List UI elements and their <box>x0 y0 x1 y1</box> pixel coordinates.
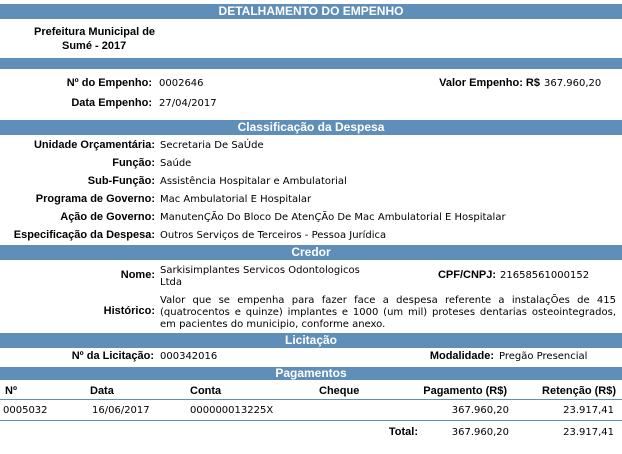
unidade-orcamentaria-value: Secretaria De SaÚde <box>160 140 264 151</box>
credor-nome-label: Nome: <box>120 269 155 281</box>
credor-header <box>0 245 622 260</box>
total-retencao: 23.917,41 <box>563 427 614 438</box>
empenho-valor: 367.960,20 <box>544 78 602 89</box>
subfuncao-label: Sub-Função: <box>87 175 155 187</box>
row-retencao: 23.917,41 <box>563 405 614 416</box>
pagamentos-header <box>0 367 622 380</box>
org-name-line1: Prefeitura Municipal de <box>34 26 156 38</box>
subfuncao-value: Assistência Hospitalar e Ambulatorial <box>160 176 347 187</box>
empenho-numero-label: Nº do Empenho: <box>66 77 152 89</box>
licitacao-numero-label: Nº da Licitação: <box>71 350 154 362</box>
spacer-bar <box>0 58 622 69</box>
credor-cpf-label: CPF/CNPJ: <box>437 269 496 281</box>
pagamentos-title: Pagamentos <box>275 366 347 380</box>
credor-historico-label: Histórico: <box>103 305 155 317</box>
org-name-line2: Sumé - 2017 <box>62 40 127 52</box>
unidade-orcamentaria-label: Unidade Orçamentária: <box>33 139 155 151</box>
row-numero: 0005032 <box>3 405 48 416</box>
licitacao-numero: 000342016 <box>160 351 218 362</box>
col-header-cheque: Cheque <box>319 385 360 397</box>
acao-governo-label: Ação de Governo: <box>60 211 155 223</box>
col-header-conta: Conta <box>190 385 222 397</box>
programa-governo-value: Mac Ambulatorial E Hospitalar <box>160 194 312 205</box>
classificacao-title: Classificação da Despesa <box>237 120 385 134</box>
empenho-numero: 0002646 <box>159 78 204 89</box>
licitacao-header <box>0 333 622 348</box>
credor-nome-line2: Ltda <box>160 277 182 288</box>
acao-governo-value: ManutenÇÃo Do Bloco De AtenÇÃo De Mac Ambulatorial E Hospitalar <box>160 212 506 223</box>
credor-title: Credor <box>291 245 331 259</box>
funcao-value: Saúde <box>160 158 192 169</box>
total-pagamento: 367.960,20 <box>451 427 509 438</box>
credor-cpf: 21658561000152 <box>500 270 590 281</box>
empenho-valor-label: Valor Empenho: R$ <box>439 77 540 89</box>
empenho-data-label: Data Empenho: <box>71 97 152 109</box>
licitacao-title: Licitação <box>284 333 338 347</box>
row-data: 16/06/2017 <box>92 405 150 416</box>
classificacao-header <box>0 120 622 135</box>
credor-nome-line1: Sarkisimplantes Servicos Odontologicos <box>160 265 360 276</box>
page-title-bar <box>0 4 622 19</box>
licitacao-modalidade: Pregão Presencial <box>499 351 588 362</box>
funcao-label: Função: <box>112 157 155 169</box>
programa-governo-label: Programa de Governo: <box>35 193 155 205</box>
row-conta: 000000013225X <box>190 405 274 416</box>
credor-historico: Valor que se empenha para fazer face a despesa referente a instalaçÕes de 415 (quatrocentos e quinze) implantes e 1000 (um mil) proteses dentarias osteointegrados, em pacientes do municipio, conforme anexo. <box>160 295 616 330</box>
licitacao-modalidade-label: Modalidade: <box>429 350 494 362</box>
col-header-pagamento: Pagamento (R$) <box>423 385 507 397</box>
table-header-divider <box>0 399 622 400</box>
total-label: Total: <box>388 426 418 438</box>
empenho-data: 27/04/2017 <box>159 98 217 109</box>
especificacao-despesa-label: Especificação da Despesa: <box>13 229 155 241</box>
col-header-numero: Nº <box>5 385 17 397</box>
table-total-divider <box>0 420 622 421</box>
col-header-data: Data <box>90 385 114 397</box>
col-header-retencao: Retenção (R$) <box>542 385 616 397</box>
row-pagamento: 367.960,20 <box>451 405 509 416</box>
especificacao-despesa-value: Outros Serviços de Terceiros - Pessoa Jurídica <box>160 230 387 241</box>
page-title: DETALHAMENTO DO EMPENHO <box>218 4 404 18</box>
